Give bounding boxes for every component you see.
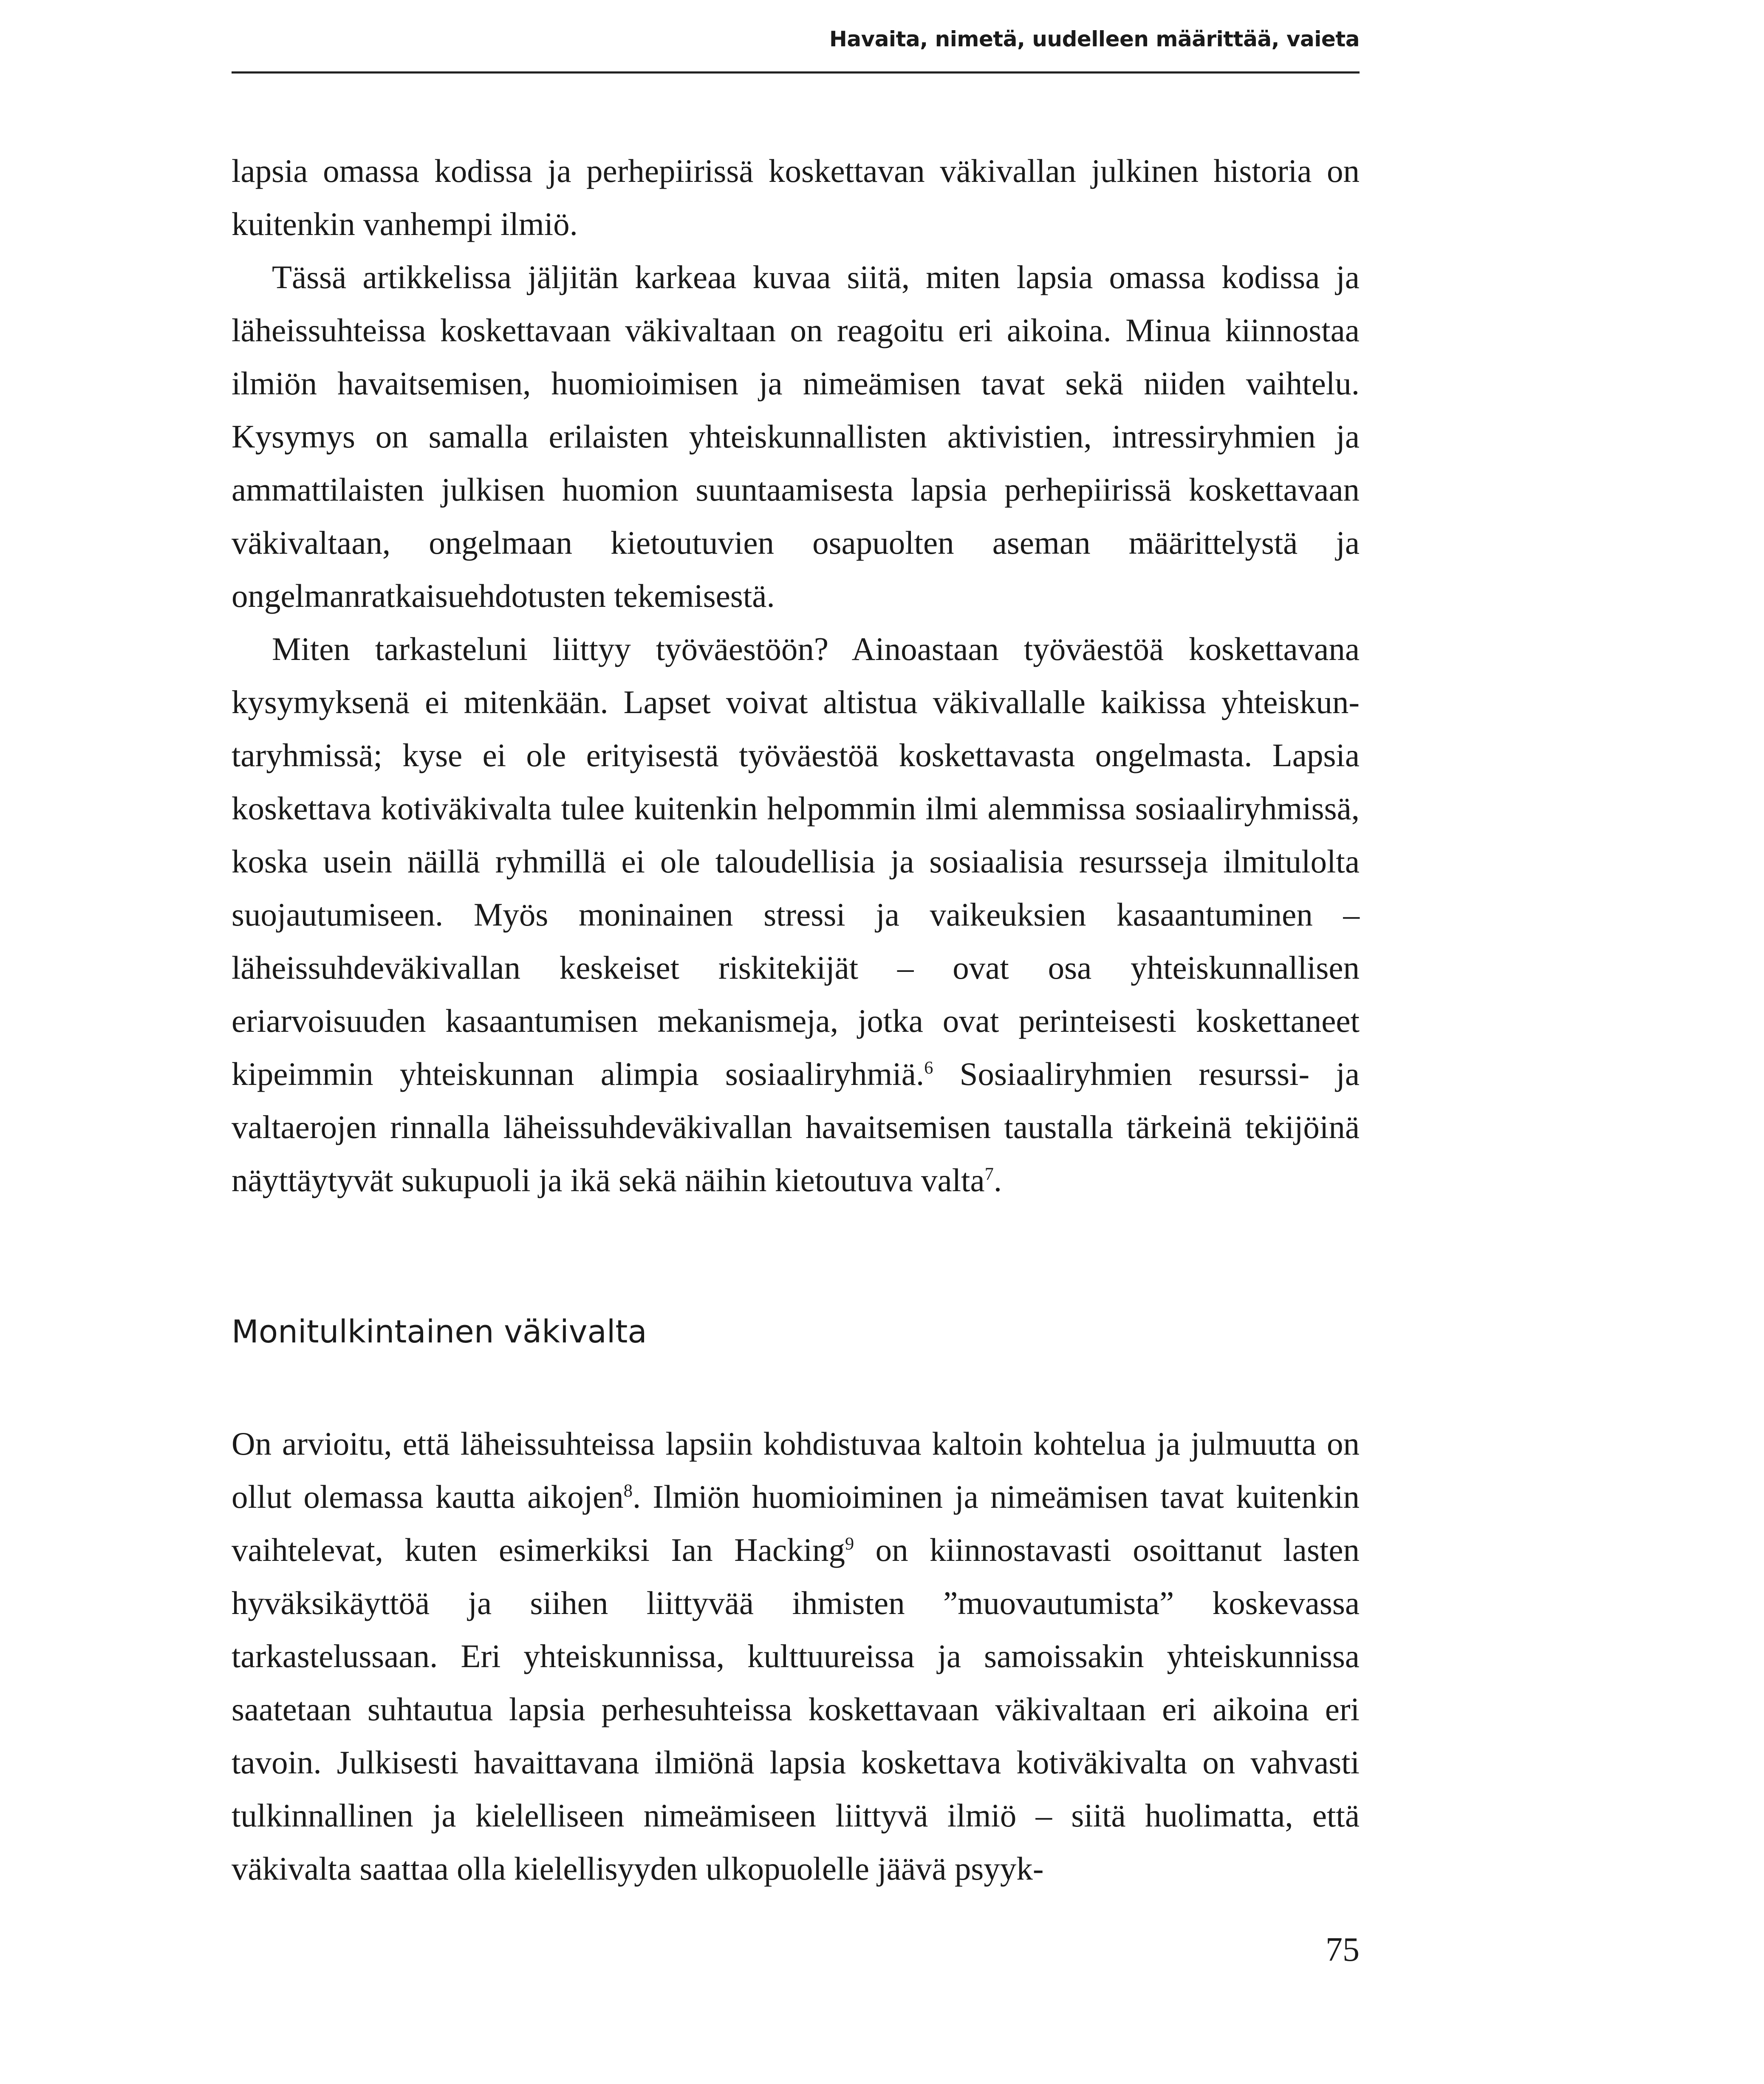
footnote-ref-7: 7: [984, 1164, 994, 1184]
paragraph-3-text-a: Miten tarkasteluni liittyy työväestöön? Ainoastaan työväestöä koskettavana kysymyksenä ei mitenkään. Lapset voivat altistua väkivallalle kaikissa yhteiskuntaryhmissä; kyse ei ole erityisestä työväestöä koskettavasta ongelmasta. Lapsia koskettava kotiväkivalta tulee kuitenkin helpommin ilmi alemmissa sosiaaliryhmissä, koska usein näillä ryhmillä ei ole taloudellisia ja sosiaalisia resursseja ilmitulolta suojautumiseen. Myös moninainen stressi ja vaikeuksien kasaantuminen – läheissuhdeväkivallan keskeiset riskitekijät – ovat osa yhteiskunnallisen eriarvoisuuden kasaantumisen mekanismeja, jotka ovat perinteisesti koskettaneet kipeimmin yhteiskunnan alimpia sosiaaliryhmiä.: [232, 631, 1360, 1092]
paragraph-4: [232, 1417, 1360, 1895]
paragraph-3: [232, 623, 1360, 1207]
footnote-ref-8: 8: [623, 1481, 633, 1501]
paragraph-1: lapsia omassa kodissa ja perhepiirissä koskettavan väkivallan julkinen historia on kuitenkin vanhempi ilmiö.: [232, 153, 1360, 242]
paragraph-3-text-c: .: [993, 1162, 1002, 1198]
body-text-section-1: [232, 144, 1360, 1207]
page-number: 75: [1326, 1931, 1360, 1968]
paragraph-2: Tässä artikkelissa jäljitän karkeaa kuvaa siitä, miten lapsia omassa kodissa ja läheissuhteissa koskettavaan väkivaltaan on reagoitu eri aikoina. Minua kiinnostaa ilmiön havaitsemisen, huomioimisen ja nimeämisen tavat sekä niiden vaihtelu. Kysymys on samalla erilaisten yhteiskunnallisten aktivistien, intressiryhmien ja ammattilaisten julkisen huomion suuntaamisesta lapsia perhepiirissä koskettavaan väkivaltaan, ongelmaan kietoutuvien osapuolten aseman määrittelystä ja ongelmanratkaisuehdotusten tekemisestä.: [232, 259, 1360, 614]
paragraph-4-text-b: . Ilmiön huomioiminen ja nimeämisen tavat kuitenkin vaihtelevat, kuten esimerkiksi Ian Hacking: [232, 1478, 1360, 1568]
running-header: Havaita, nimetä, uudelleen määrittää, vaieta: [829, 27, 1360, 51]
paragraph-4-text-c: on kiinnostavasti osoittanut lasten hyväksikäyttöä ja siihen liittyvää ihmisten ”muovautumista” koskevassa tarkastelussaan. Eri yhteiskunnissa, kulttuureissa ja samoissakin yhteiskunnissa saatetaan suhtautua lapsia perhesuhteissa koskettavaan väkivaltaan eri aikoina eri tavoin. Julkisesti havaittavana ilmiönä lapsia koskettava kotiväkivalta on vahvasti tulkinnallinen ja kielelliseen nimeämiseen liittyvä ilmiö – siitä huolimatta, että väkivalta saattaa olla kielellisyyden ulkopuolelle jäävä psyyk-: [232, 1532, 1360, 1887]
section-heading: Monitulkintainen väkivalta: [232, 1314, 647, 1350]
footnote-ref-6: 6: [924, 1058, 933, 1078]
paragraph-4-text-a: On arvioitu, että läheissuhteissa lapsiin kohdistuvaa kaltoin kohtelua ja julmuutta on ollut olemassa kautta aikojen: [232, 1425, 1360, 1515]
paragraph-3-text-b: Sosiaaliryhmien resurssi- ja valtaerojen rinnalla läheissuhdeväkivallan havaitsemisen taustalla tärkeinä tekijöinä näyttäytyvät sukupuoli ja ikä sekä näihin kietoutuva valta: [232, 1056, 1360, 1198]
footnote-ref-9: 9: [845, 1534, 854, 1554]
body-text-section-2: [232, 1417, 1360, 1895]
header-rule: [232, 71, 1360, 74]
